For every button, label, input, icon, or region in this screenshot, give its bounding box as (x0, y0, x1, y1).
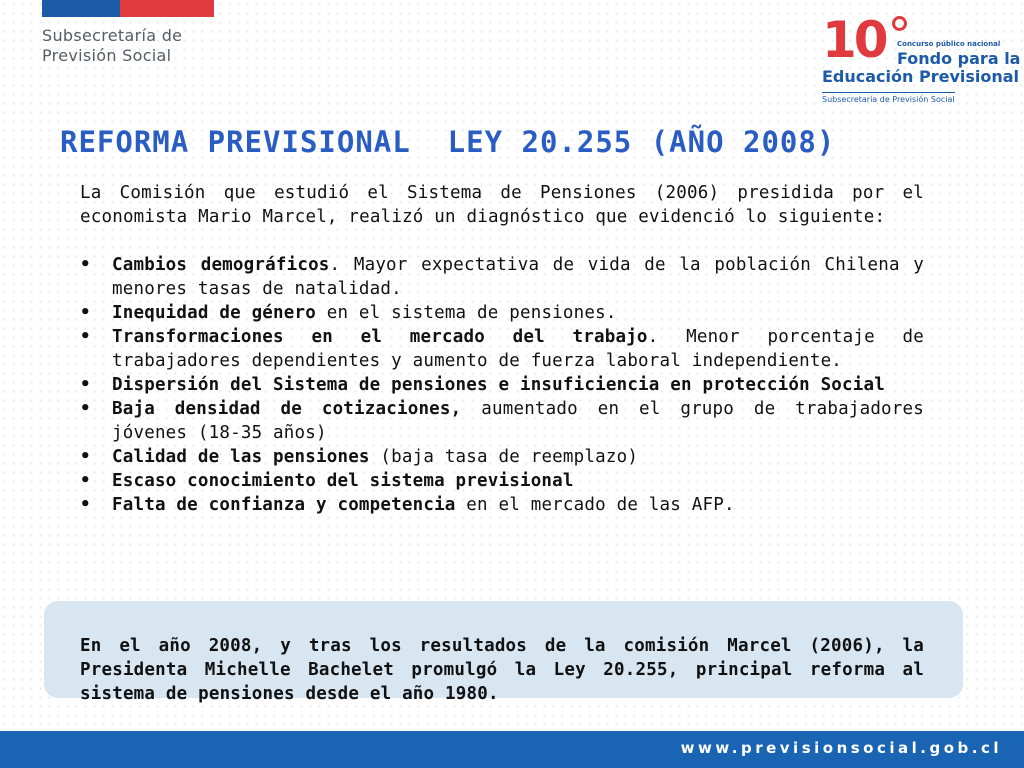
list-item (80, 493, 924, 517)
footer-url[interactable]: www.previsionsocial.gob.cl (680, 739, 1002, 757)
contest-logo (822, 11, 1021, 106)
item-text: en el mercado de las AFP. (455, 495, 735, 515)
item-bold: Calidad de las pensiones (112, 447, 370, 467)
list-item (80, 325, 924, 373)
slide-title: REFORMA PREVISIONAL LEY 20.255 (AÑO 2008) (60, 125, 836, 159)
findings-list (80, 253, 924, 517)
list-item (80, 301, 924, 325)
item-bold: Falta de confianza y competencia (112, 495, 456, 515)
logo-number: 10 (822, 11, 886, 69)
list-item (80, 397, 924, 445)
intro-paragraph: La Comisión que estudió el Sistema de Pensiones (2006) presidida por el economista Mario Marcel, realizó un diagnóstico que evidenció lo siguiente: (80, 183, 924, 227)
list-item (80, 469, 924, 493)
item-bold: Transformaciones en el mercado del trabajo (112, 327, 648, 347)
org-name-line2: Previsión Social (42, 46, 172, 65)
item-bold: Dispersión del Sistema de pensiones e insuficiencia en protección Social (112, 375, 885, 395)
item-bold: Inequidad de género (112, 303, 316, 323)
item-text: . Mayor expectativa de vida de la población Chilena y menores tasas de natalidad. (112, 255, 924, 299)
item-text: aumentado en el grupo de trabajadores jóvenes (18-35 años) (112, 399, 925, 443)
logo-line3: Subsecretaría de Previsión Social (822, 92, 955, 104)
org-name (42, 26, 182, 66)
list-item (80, 253, 924, 301)
logo-line1: Fondo para la (897, 49, 1021, 68)
item-bold: Baja densidad de cotizaciones, (112, 399, 462, 419)
footer-bar (0, 731, 1024, 768)
logo-line2: Educación Previsional (822, 67, 1020, 86)
item-bold: Escaso conocimiento del sistema previsional (112, 471, 574, 491)
org-name-line1: Subsecretaría de (42, 26, 183, 45)
list-item (80, 373, 924, 397)
item-text: (baja tasa de reemplazo) (369, 447, 639, 467)
flag-red-stripe (120, 0, 214, 17)
flag-blue-stripe (42, 0, 120, 17)
logo-small-text: Concurso público nacional (897, 40, 1001, 48)
degree-icon (892, 16, 907, 31)
item-text: en el sistema de pensiones. (315, 303, 617, 323)
item-bold: Cambios demográficos (112, 255, 330, 275)
item-text: . Menor porcentaje de trabajadores dependientes y aumento de fuerza laboral independiente. (112, 327, 924, 371)
flag-bar (42, 0, 214, 17)
conclusion-text: En el año 2008, y tras los resultados de la comisión Marcel (2006), la Presidenta Michelle Bachelet promulgó la Ley 20.255, principal reforma al sistema de pensiones desde el año 1980. (80, 636, 924, 704)
list-item (80, 445, 924, 469)
slide-body (80, 181, 924, 517)
